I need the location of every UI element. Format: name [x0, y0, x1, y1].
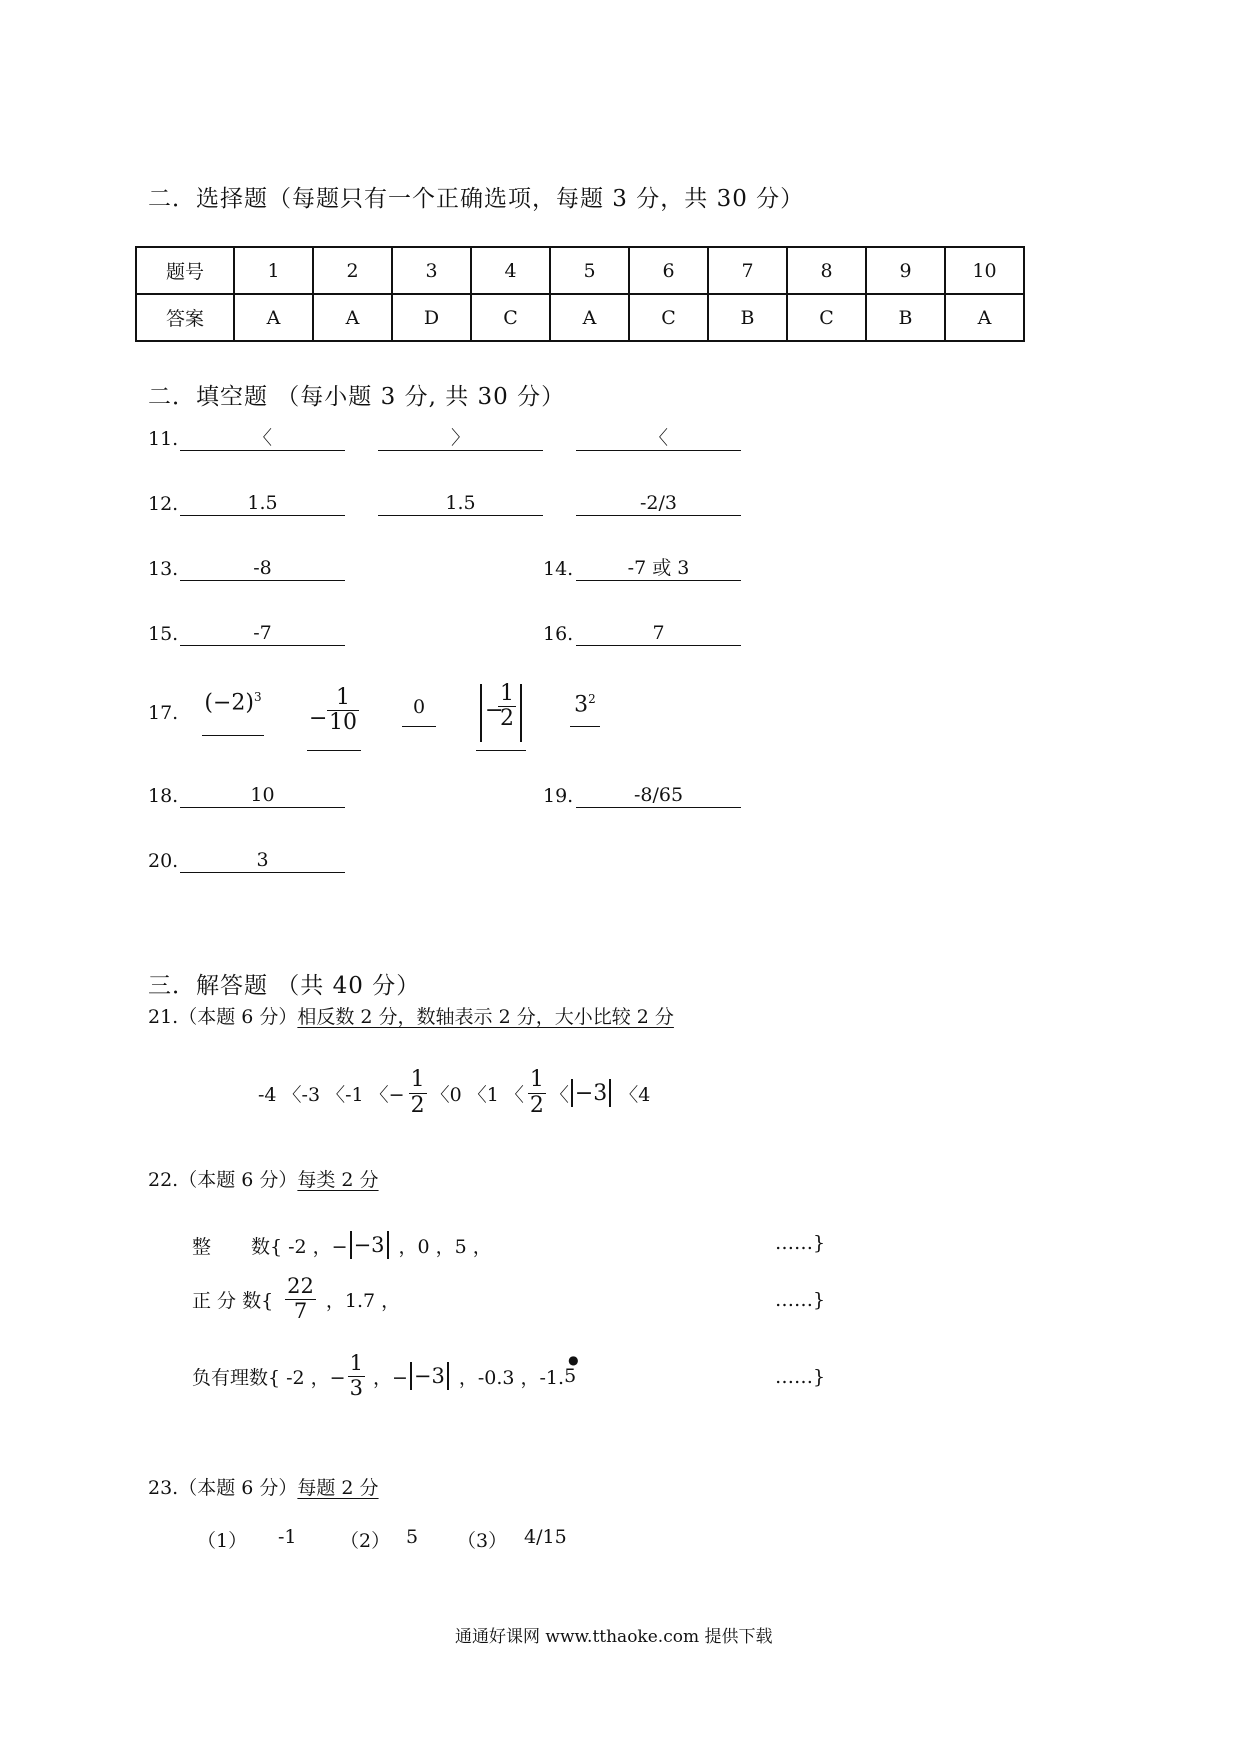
q22-positive-fractions-name: 正 分 数{ — [192, 1289, 274, 1312]
q17-item2-fraction — [327, 686, 359, 735]
abs-bar-left — [480, 684, 482, 742]
q22-fraction-1-3 — [348, 1352, 365, 1399]
repeating-dot-icon: ● — [568, 1353, 579, 1367]
q17-item2-den: 10 — [329, 710, 357, 736]
table-cell: 7 — [708, 247, 787, 294]
q21-ordering — [258, 1063, 650, 1123]
q21-f2-num: 1 — [529, 1067, 544, 1093]
q21-scoring-note: 相反数 2 分，数轴表示 2 分，大小比较 2 分 — [297, 1006, 674, 1028]
q22-nr-den: 3 — [349, 1375, 363, 1400]
q21-fraction-2 — [528, 1068, 546, 1117]
q21-part2: 〈0 〈1 〈 — [430, 1083, 524, 1106]
q11-answer-a: 〈 — [180, 426, 345, 451]
q23-answer1: -1 — [278, 1526, 297, 1548]
table-cell: A — [550, 294, 629, 341]
q22-integers-items-b: ，0 ，5 ， — [398, 1235, 492, 1258]
abs-bar-right — [447, 1362, 449, 1390]
q23-header — [148, 1473, 379, 1500]
q22-positive-fractions-items: ，1.7 ， — [325, 1289, 401, 1312]
q22-nr-items-b: ，− — [372, 1366, 408, 1389]
q22-pf-num: 22 — [287, 1274, 314, 1299]
q22-positive-fractions-row — [192, 1268, 400, 1330]
abs-bar-right — [387, 1231, 389, 1259]
q11-label: 11. — [148, 428, 179, 450]
q17-item-power-3 — [570, 692, 600, 727]
table-cell: 8 — [787, 247, 866, 294]
q22-nr-items-c: ，-0.3 ，-1. — [458, 1366, 565, 1389]
q17-item5-base: 3 — [574, 692, 589, 718]
q20-label: 20. — [148, 850, 179, 872]
table-cell: A — [945, 294, 1024, 341]
table-cell: 4 — [471, 247, 550, 294]
q13-label: 13. — [148, 558, 179, 580]
q17-item4-sign: − — [485, 698, 504, 723]
section-fill-title: 二．填空题 （每小题 3 分, 共 30 分） — [148, 384, 566, 410]
q17-item4-fraction — [498, 682, 516, 731]
q22-integers-end: ……} — [775, 1232, 826, 1254]
answer-table-row-numbers — [136, 247, 1024, 294]
q21-f1-den: 2 — [410, 1092, 425, 1118]
q22-repeating-decimal — [564, 1353, 579, 1387]
q22-negative-rationals-row — [192, 1345, 579, 1407]
abs-bar-left — [410, 1362, 412, 1390]
answer-table-row-answers — [136, 294, 1024, 341]
q17-item5-exp: 2 — [588, 692, 596, 706]
q17-item2-num: 1 — [336, 685, 350, 710]
q23-answer2: 5 — [406, 1526, 419, 1548]
q17-label: 17. — [148, 702, 179, 724]
q21-f2-den: 2 — [529, 1092, 544, 1118]
table-cell: 1 — [234, 247, 313, 294]
q22-nr-num: 1 — [349, 1351, 363, 1376]
table-cell: 3 — [392, 247, 471, 294]
abs-bar-left — [571, 1079, 573, 1107]
q22-integers-row — [192, 1228, 492, 1262]
q12-answer-c: -2/3 — [576, 491, 741, 516]
q21-abs-inner: −3 — [574, 1080, 608, 1106]
q12-label: 12. — [148, 493, 179, 515]
q17-item1-base: (−2) — [204, 690, 254, 716]
q21-fraction-1 — [409, 1068, 427, 1117]
abs-bar-right — [520, 684, 522, 742]
table-cell: 9 — [866, 247, 945, 294]
q21-header — [148, 1002, 674, 1029]
q22-scoring-note: 每类 2 分 — [297, 1169, 379, 1191]
table-cell: B — [866, 294, 945, 341]
table-cell: C — [787, 294, 866, 341]
q16-label: 16. — [543, 623, 574, 645]
q15-answer: -7 — [180, 621, 345, 646]
q22-label: 22.（本题 6 分） — [148, 1169, 298, 1191]
q19-label: 19. — [543, 785, 574, 807]
q19-answer: -8/65 — [576, 783, 741, 808]
q23-scoring-note: 每题 2 分 — [297, 1477, 379, 1499]
q13-answer: -8 — [180, 556, 345, 581]
q22-integers-abs-inner: −3 — [353, 1233, 385, 1257]
table-cell: 5 — [550, 247, 629, 294]
q17-item4-den: 2 — [500, 706, 514, 732]
q22-nr-abs-inner: −3 — [413, 1364, 445, 1388]
table-cell: D — [392, 294, 471, 341]
q14-answer: -7 或 3 — [576, 556, 741, 581]
abs-bar-left — [350, 1231, 352, 1259]
q18-label: 18. — [148, 785, 179, 807]
q22-integers-name1: 整 — [192, 1235, 212, 1258]
q11-answer-c: 〈 — [576, 426, 741, 451]
q21-label: 21.（本题 6 分） — [148, 1006, 298, 1028]
q17-item1-exp: 3 — [253, 690, 262, 704]
q21-part1: -4 〈-3 〈-1 〈− — [258, 1083, 405, 1106]
q17-item-neg-one-tenth — [307, 686, 361, 751]
section-choice-title: 二．选择题（每题只有一个正确选项，每题 3 分，共 30 分） — [148, 186, 805, 212]
q23-label: 23.（本题 6 分） — [148, 1477, 298, 1499]
q17-item-abs-neg-half — [476, 680, 526, 751]
q17-item3: 0 — [402, 696, 436, 727]
table-cell: 10 — [945, 247, 1024, 294]
q15-label: 15. — [148, 623, 179, 645]
q22-positive-fractions-end: ……} — [775, 1289, 826, 1311]
q22-pf-den: 7 — [285, 1299, 316, 1323]
q20-answer: 3 — [180, 848, 345, 873]
table-cell: 2 — [313, 247, 392, 294]
q18-answer: 10 — [180, 783, 345, 808]
q22-negative-rationals-end: ……} — [775, 1366, 826, 1388]
table-cell: C — [629, 294, 708, 341]
q17-item4-num: 1 — [500, 681, 514, 706]
q21-part3: 〈 — [549, 1083, 569, 1106]
q22-nr-items-a: -2 ，− — [286, 1366, 346, 1389]
q16-answer: 7 — [576, 621, 741, 646]
q22-fraction-22-7 — [285, 1275, 316, 1322]
q17-item2-sign: − — [309, 706, 328, 731]
table-cell: 6 — [629, 247, 708, 294]
table-cell: C — [471, 294, 550, 341]
q23-part3: （3） — [457, 1530, 508, 1552]
table-cell: B — [708, 294, 787, 341]
table-header-cell: 题号 — [136, 247, 234, 294]
table-cell: A — [313, 294, 392, 341]
q12-answer-a: 1.5 — [180, 491, 345, 516]
q22-nr-repeat-digit: 5 — [564, 1365, 577, 1387]
table-header-cell: 答案 — [136, 294, 234, 341]
q14-label: 14. — [543, 558, 574, 580]
page-footer: 通通好课网 www.tthaoke.com 提供下载 — [455, 1627, 773, 1647]
q21-part4: 〈4 — [619, 1083, 651, 1106]
q22-integers-name2: 数{ — [251, 1235, 283, 1258]
q21-f1-num: 1 — [410, 1067, 425, 1093]
q23-part1: （1） — [197, 1530, 248, 1552]
abs-bar-right — [609, 1079, 611, 1107]
q17-item-power-neg2 — [202, 690, 264, 736]
q11-answer-b: 〉 — [378, 426, 543, 451]
section-solve-title: 三．解答题 （共 40 分） — [148, 973, 421, 999]
q22-negative-rationals-name: 负有理数{ — [192, 1366, 281, 1389]
answer-table — [135, 246, 1025, 342]
q22-header — [148, 1165, 379, 1192]
q23-answer3: 4/15 — [524, 1526, 567, 1548]
table-cell: A — [234, 294, 313, 341]
q12-answer-b: 1.5 — [378, 491, 543, 516]
q22-integers-items-a: -2 ，− — [288, 1235, 348, 1258]
q23-part2: （2） — [340, 1530, 391, 1552]
